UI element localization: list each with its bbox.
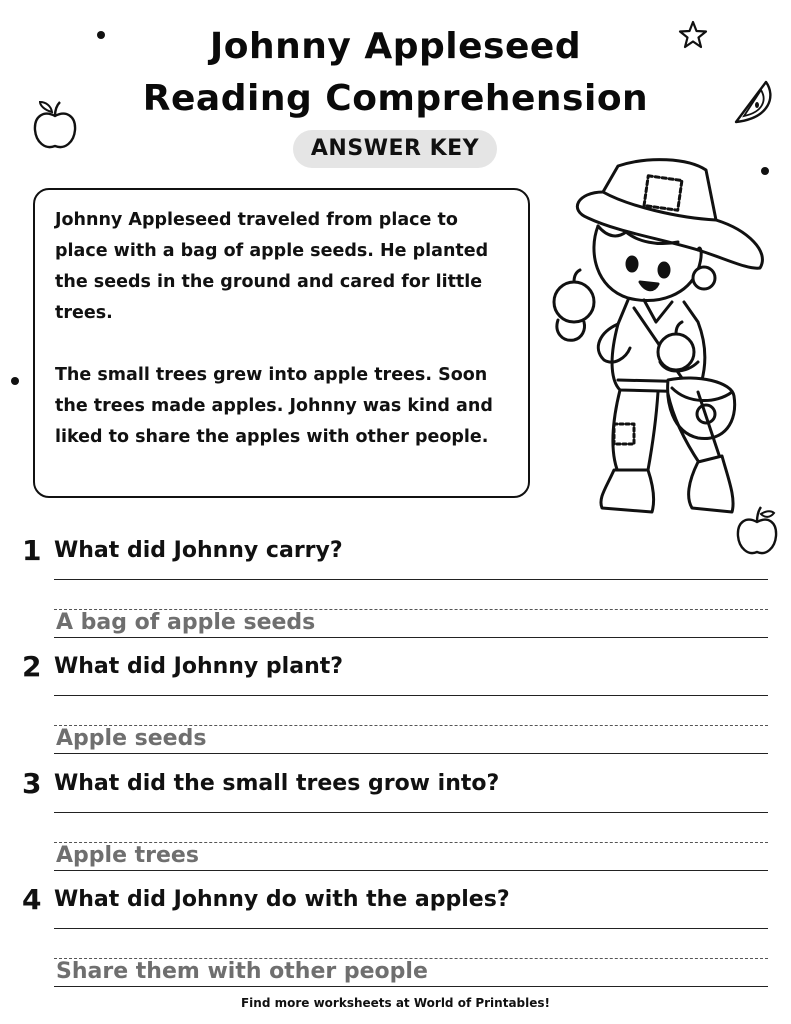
writing-line — [54, 870, 768, 871]
question-text: What did Johnny do with the apples? — [54, 887, 510, 912]
answer-text: Apple seeds — [56, 726, 207, 751]
question-number: 4 — [22, 883, 42, 916]
question-block-1 — [0, 534, 791, 654]
footer-text: Find more worksheets at World of Printables! — [240, 996, 551, 1010]
question-text: What did Johnny carry? — [54, 538, 343, 563]
question-block-3 — [0, 767, 791, 887]
johnny-appleseed-illustration — [548, 152, 770, 520]
passage-paragraph-2: The small trees grew into apple trees. Soon the trees made apples. Johnny was kind and liked to share the apples with other people. — [55, 365, 493, 447]
writing-line — [54, 812, 768, 813]
question-block-4 — [0, 883, 791, 1003]
answer-key-badge: ANSWER KEY — [293, 130, 497, 168]
answer-text: Share them with other people — [56, 959, 428, 984]
page-title-line-2: Reading Comprehension — [142, 78, 649, 119]
question-number: 3 — [22, 767, 42, 800]
writing-line — [54, 637, 768, 638]
writing-line — [54, 753, 768, 754]
page-title-line-1: Johnny Appleseed — [209, 26, 582, 67]
writing-line — [54, 928, 768, 929]
reading-passage-box — [33, 188, 530, 498]
writing-line — [54, 579, 768, 580]
question-text: What did Johnny plant? — [54, 654, 344, 679]
question-block-2 — [0, 650, 791, 770]
writing-line — [54, 695, 768, 696]
passage-paragraph-1: Johnny Appleseed traveled from place to place with a bag of apple seeds. He planted the seeds in the ground and cared for little trees. — [55, 210, 489, 323]
writing-line — [54, 986, 768, 987]
question-number: 2 — [22, 650, 42, 683]
dot-decoration — [10, 376, 20, 386]
question-number: 1 — [22, 534, 42, 567]
answer-text: Apple trees — [56, 843, 199, 868]
answer-text: A bag of apple seeds — [56, 610, 316, 635]
question-text: What did the small trees grow into? — [54, 771, 500, 796]
